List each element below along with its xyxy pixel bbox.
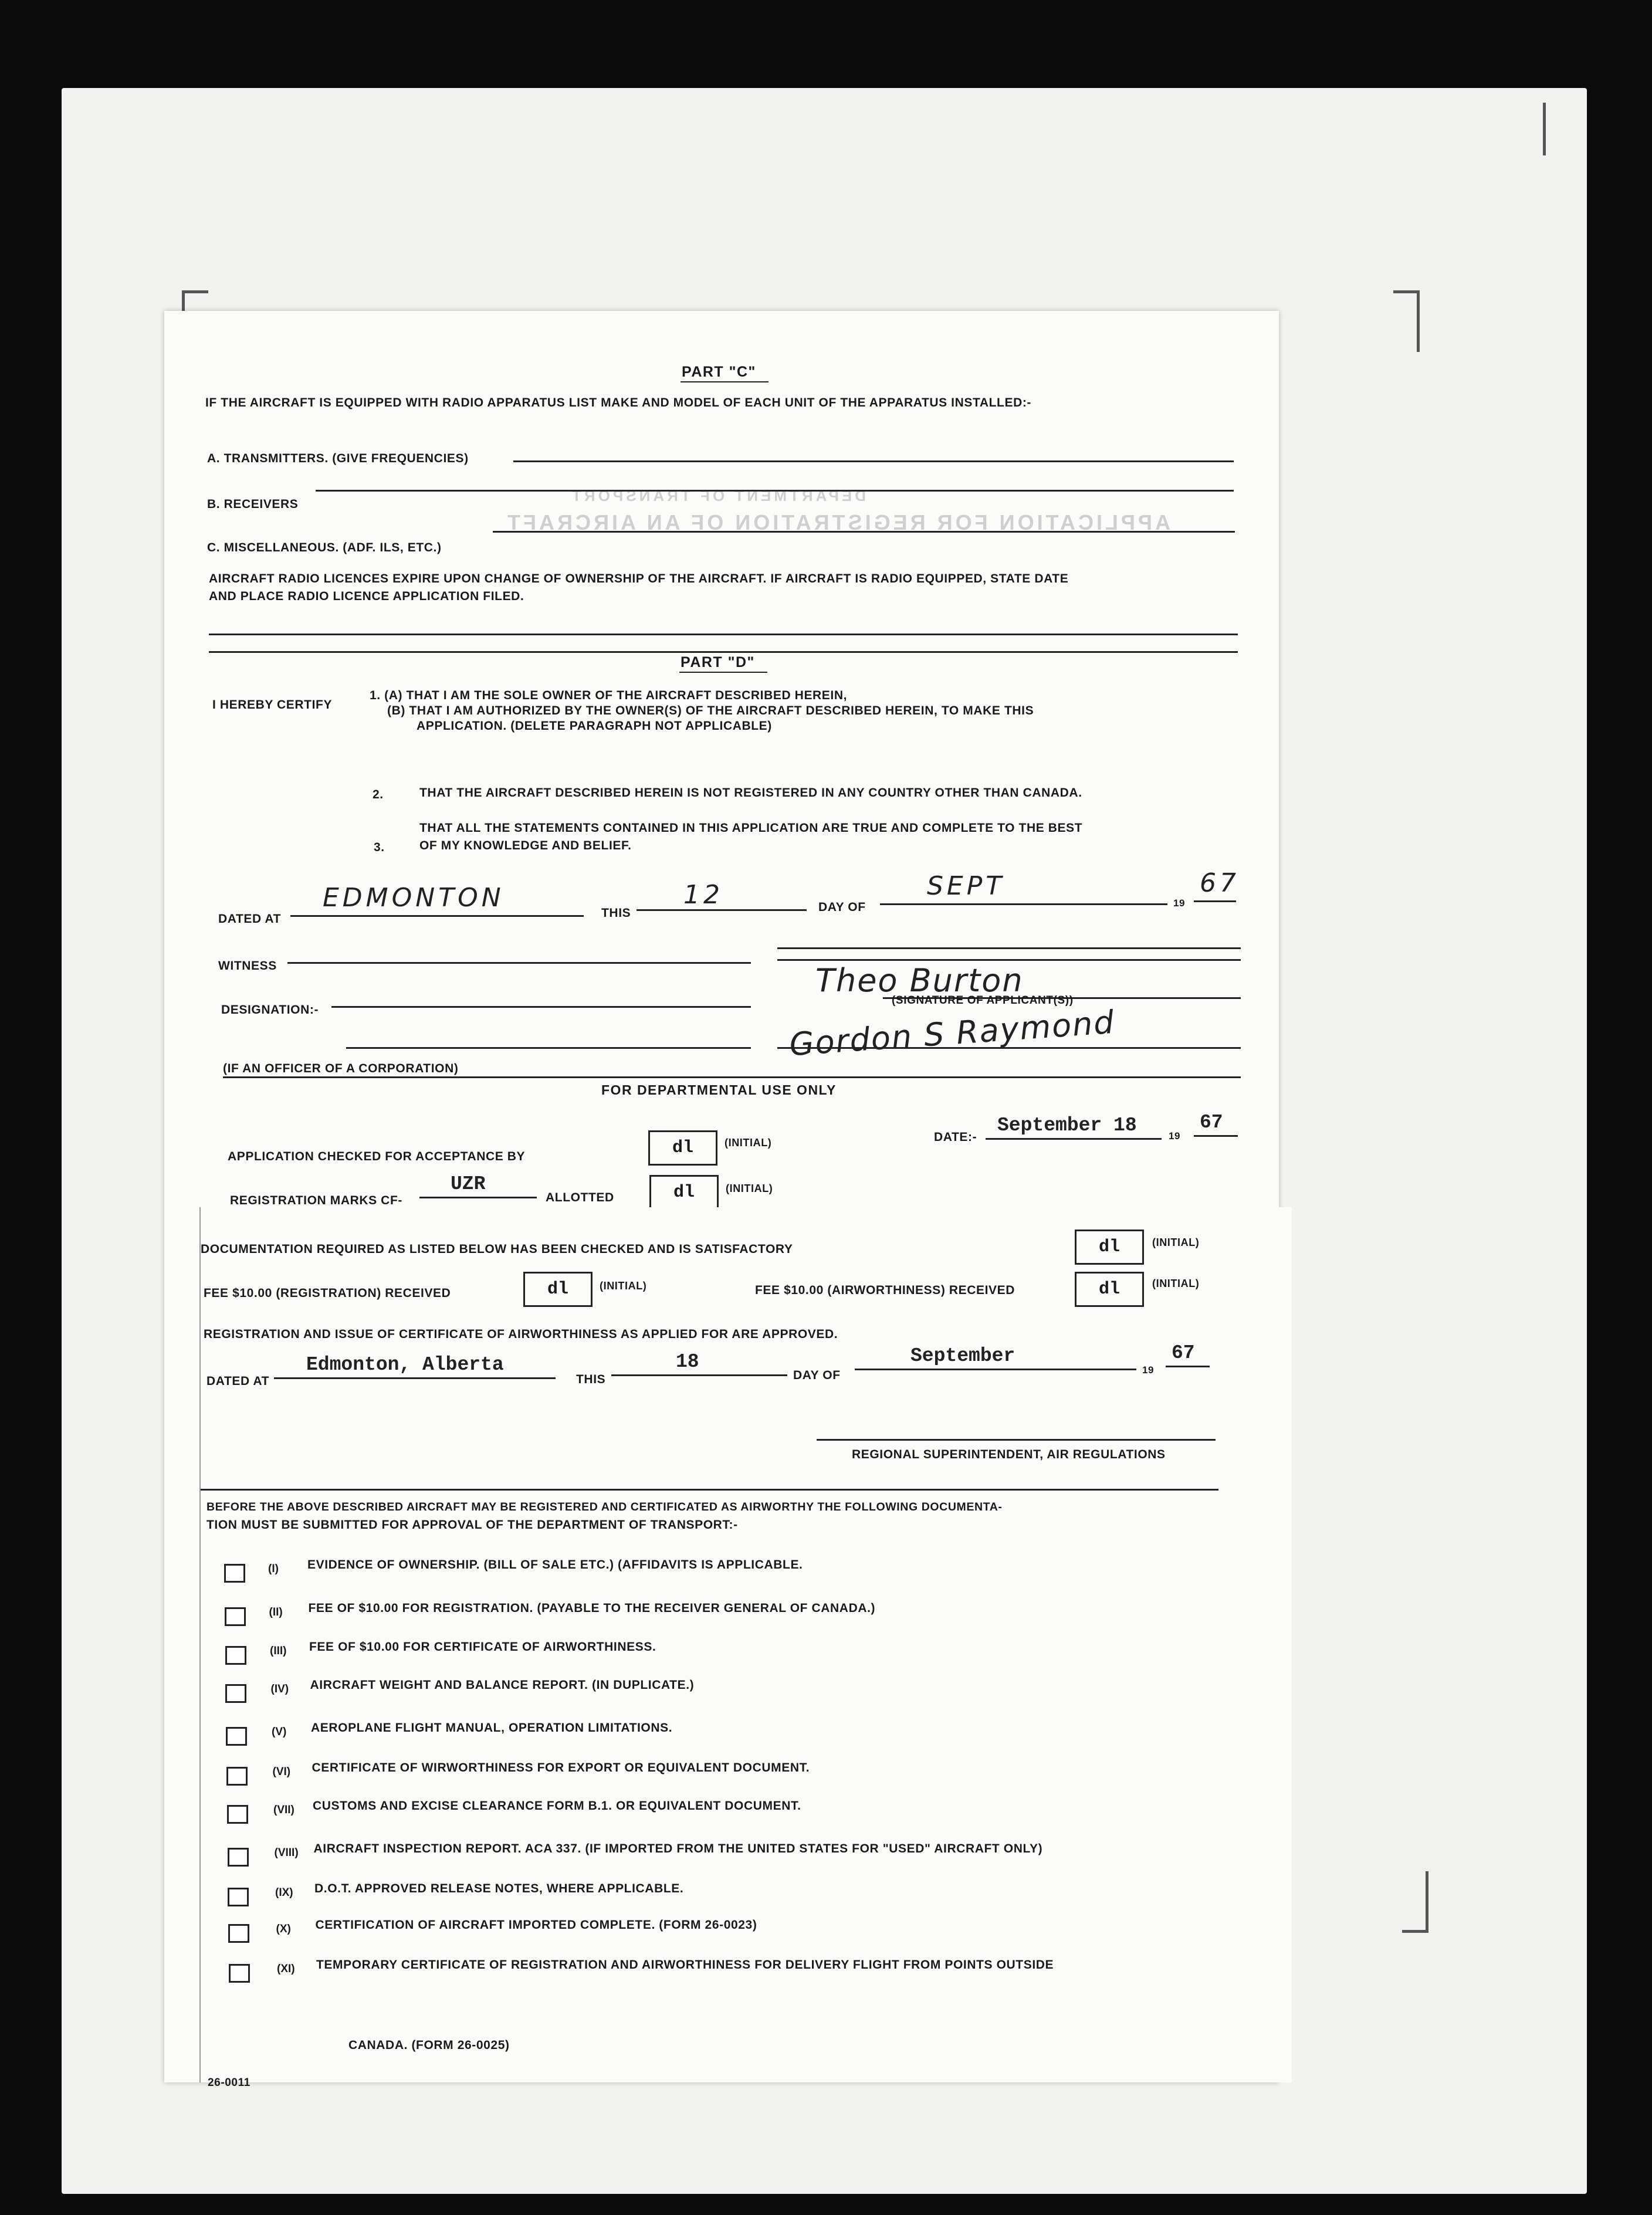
checked-label: APPLICATION CHECKED FOR ACCEPTANCE BY xyxy=(228,1150,526,1163)
dated-at-value: EDMONTON xyxy=(323,883,505,913)
checklist-checkbox[interactable] xyxy=(229,1964,250,1983)
misc-field[interactable] xyxy=(493,531,1235,533)
departmental-heading: FOR DEPARTMENTAL USE ONLY xyxy=(601,1082,837,1098)
reg-marks-value: UZR xyxy=(451,1173,486,1195)
fee-reg-initial-box[interactable]: dl xyxy=(523,1272,593,1307)
checklist-item-number: (VI) xyxy=(272,1766,291,1778)
checklist-item-number: (X) xyxy=(276,1923,291,1935)
checklist-item-text: AEROPLANE FLIGHT MANUAL, OPERATION LIMITATIONS. xyxy=(311,1721,673,1735)
signature-applicant-1: Theo Burton xyxy=(815,962,1024,999)
checklist-item-text: CUSTOMS AND EXCISE CLEARANCE FORM B.1. OR EQUIVALENT DOCUMENT. xyxy=(313,1799,801,1813)
day-field[interactable] xyxy=(637,909,807,911)
signature-line xyxy=(777,959,1241,961)
checklist-item-text: FEE OF $10.00 FOR REGISTRATION. (PAYABLE TO THE RECEIVER GENERAL OF CANADA.) xyxy=(308,1601,876,1615)
initial-label: (INITIAL) xyxy=(600,1280,647,1292)
witness-field[interactable] xyxy=(287,962,751,964)
allotted-label: ALLOTTED xyxy=(546,1191,614,1204)
checklist-checkbox[interactable] xyxy=(228,1924,249,1943)
corner-mark xyxy=(1393,290,1420,352)
superintendent-signature-field[interactable] xyxy=(817,1439,1216,1441)
reg-marks-label: REGISTRATION MARKS CF- xyxy=(230,1194,402,1207)
checklist-checkbox[interactable] xyxy=(225,1684,246,1703)
date-year-prefix: 19 xyxy=(1169,1130,1181,1142)
date-field[interactable] xyxy=(986,1138,1162,1140)
certify-item-3: THAT ALL THE STATEMENTS CONTAINED IN THIS APPLICATION ARE TRUE AND COMPLETE TO THE BEST xyxy=(419,821,1083,835)
corner-mark xyxy=(1519,103,1546,155)
checklist-item-text: EVIDENCE OF OWNERSHIP. (BILL OF SALE ETC.) (AFFIDAVITS IS APPLICABLE. xyxy=(307,1558,803,1572)
date-year: 67 xyxy=(1200,1112,1223,1133)
dated-at-label: DATED AT xyxy=(206,1374,270,1388)
line xyxy=(223,1076,1241,1078)
form-lower-section xyxy=(199,1207,1292,2089)
designation-label: DESIGNATION:- xyxy=(221,1003,319,1017)
year-value: 67 xyxy=(1172,1342,1195,1364)
misc-label: C. MISCELLANEOUS. (ADF. ILS, ETC.) xyxy=(207,541,442,554)
year-prefix: 19 xyxy=(1173,897,1186,909)
month-field[interactable] xyxy=(880,903,1167,905)
year-prefix: 19 xyxy=(1142,1364,1155,1376)
checklist-item-number: (VIII) xyxy=(274,1847,299,1859)
certify-item-3-cont: OF MY KNOWLEDGE AND BELIEF. xyxy=(419,839,632,852)
dated-at-field[interactable] xyxy=(290,915,584,917)
date-value: September 18 xyxy=(997,1115,1137,1136)
checklist-item-number: (II) xyxy=(269,1606,283,1618)
officer-note: (IF AN OFFICER OF A CORPORATION) xyxy=(223,1062,459,1075)
date-label: DATE:- xyxy=(934,1130,977,1144)
transmitters-label: A. TRANSMITTERS. (GIVE FREQUENCIES) xyxy=(207,452,469,465)
this-label: THIS xyxy=(576,1373,606,1386)
checklist-checkbox[interactable] xyxy=(224,1564,245,1583)
certify-item-1b-cont: APPLICATION. (DELETE PARAGRAPH NOT APPLICABLE) xyxy=(417,719,772,733)
month-value: SEPT xyxy=(927,871,1006,901)
fee-air-label: FEE $10.00 (AIRWORTHINESS) RECEIVED xyxy=(755,1283,1015,1297)
documentation-intro-cont: TION MUST BE SUBMITTED FOR APPROVAL OF THE DEPARTMENT OF TRANSPORT:- xyxy=(206,1518,738,1532)
licence-note: AIRCRAFT RADIO LICENCES EXPIRE UPON CHANGE OF OWNERSHIP OF THE AIRCRAFT. IF AIRCRAFT IS RADIO EQUIPPED, STATE DATE xyxy=(209,572,1069,585)
allotted-initial-box[interactable]: dl xyxy=(649,1175,719,1210)
licence-note: AND PLACE RADIO LICENCE APPLICATION FILED. xyxy=(209,590,524,603)
checklist-checkbox[interactable] xyxy=(226,1767,248,1786)
receivers-label: B. RECEIVERS xyxy=(207,497,299,511)
officer-field[interactable] xyxy=(346,1047,751,1049)
certify-item-1b: (B) THAT I AM AUTHORIZED BY THE OWNER(S) OF THE AIRCRAFT DESCRIBED HEREIN, TO MAKE THIS xyxy=(387,704,1034,717)
bleed-through-text: DEPARTMENT OF TRANSPORT xyxy=(569,487,866,504)
certify-item-2: THAT THE AIRCRAFT DESCRIBED HEREIN IS NOT REGISTERED IN ANY COUNTRY OTHER THAN CANADA. xyxy=(419,786,1082,800)
checklist-item-number: (VII) xyxy=(273,1804,294,1816)
documentation-label: DOCUMENTATION REQUIRED AS LISTED BELOW HAS BEEN CHECKED AND IS SATISFACTORY xyxy=(201,1242,793,1256)
date-year-field[interactable] xyxy=(1194,1135,1238,1137)
day-value: 12 xyxy=(683,880,723,910)
fee-reg-label: FEE $10.00 (REGISTRATION) RECEIVED xyxy=(204,1286,451,1300)
this-label: THIS xyxy=(601,906,631,920)
fee-air-initial-box[interactable]: dl xyxy=(1075,1272,1144,1307)
certify-label: I HEREBY CERTIFY xyxy=(212,698,333,712)
designation-field[interactable] xyxy=(331,1006,751,1008)
registration-form xyxy=(164,311,1279,2089)
item-11-continuation: CANADA. (FORM 26-0025) xyxy=(348,2038,510,2052)
dated-at-value: Edmonton, Alberta xyxy=(306,1354,504,1376)
form-number: 26-0011 xyxy=(208,2077,250,2089)
heading-underline xyxy=(679,672,767,673)
year-field[interactable] xyxy=(1166,1366,1210,1367)
part-d-heading: PART "D" xyxy=(681,654,755,670)
licence-field[interactable] xyxy=(209,634,1238,635)
dated-at-field[interactable] xyxy=(274,1377,556,1379)
initial-label: (INITIAL) xyxy=(725,1137,772,1149)
checklist-item-text: AIRCRAFT WEIGHT AND BALANCE REPORT. (IN DUPLICATE.) xyxy=(310,1678,695,1692)
checklist-item-number: (IX) xyxy=(275,1887,293,1899)
signature-caption: (SIGNATURE OF APPLICANT(S)) xyxy=(892,994,1074,1007)
month-field[interactable] xyxy=(855,1369,1136,1370)
checklist-item-text: AIRCRAFT INSPECTION REPORT. ACA 337. (IF IMPORTED FROM THE UNITED STATES FOR "USED" AIRCRAFT ONLY) xyxy=(313,1842,1043,1855)
signature-applicant-2: Gordon S Raymond xyxy=(788,1003,1116,1064)
corner-mark xyxy=(1402,1871,1428,1933)
checklist-item-number: (III) xyxy=(270,1645,287,1657)
year-field[interactable] xyxy=(1194,900,1236,902)
checklist-item-text: CERTIFICATION OF AIRCRAFT IMPORTED COMPLETE. (FORM 26-0023) xyxy=(315,1918,757,1932)
line xyxy=(777,1047,1241,1049)
day-of-label: DAY OF xyxy=(793,1369,841,1382)
day-field[interactable] xyxy=(611,1374,787,1376)
transmitters-field[interactable] xyxy=(513,460,1234,462)
day-of-label: DAY OF xyxy=(818,900,866,914)
certify-item-3-number: 3. xyxy=(374,841,385,854)
checklist-checkbox[interactable] xyxy=(225,1607,246,1626)
witness-label: WITNESS xyxy=(218,959,277,973)
checklist-item-text: FEE OF $10.00 FOR CERTIFICATE OF AIRWORTHINESS. xyxy=(309,1640,656,1654)
checklist-item-text: D.O.T. APPROVED RELEASE NOTES, WHERE APPLICABLE. xyxy=(314,1882,684,1895)
checklist-item-number: (IV) xyxy=(270,1683,289,1695)
approved-label: REGISTRATION AND ISSUE OF CERTIFICATE OF AIRWORTHINESS AS APPLIED FOR ARE APPROVED. xyxy=(204,1327,838,1341)
heading-underline xyxy=(681,381,769,382)
checklist-checkbox[interactable] xyxy=(228,1848,249,1867)
day-value: 18 xyxy=(676,1351,699,1373)
year-value: 67 xyxy=(1200,868,1240,898)
section-divider xyxy=(209,651,1238,653)
part-c-heading: PART "C" xyxy=(682,364,756,380)
reg-marks-field[interactable] xyxy=(419,1197,537,1198)
checklist-item-text: CERTIFICATE OF WIRWORTHINESS FOR EXPORT OR EQUIVALENT DOCUMENT. xyxy=(312,1761,810,1774)
section-divider xyxy=(201,1489,1218,1491)
checklist-checkbox[interactable] xyxy=(226,1727,247,1746)
checklist-item-number: (I) xyxy=(268,1563,279,1575)
month-value: September xyxy=(910,1345,1015,1367)
initial-label: (INITIAL) xyxy=(1152,1237,1200,1248)
initial-label: (INITIAL) xyxy=(1152,1278,1200,1289)
receivers-field[interactable] xyxy=(316,490,1234,492)
line xyxy=(777,947,1241,949)
certify-item-2-number: 2. xyxy=(373,788,384,801)
initial-label: (INITIAL) xyxy=(726,1183,773,1194)
checklist-item-number: (XI) xyxy=(277,1963,295,1975)
bleed-through-text: APPLICATION FOR REGISTRATION OF AN AIRCRAFT xyxy=(505,510,1170,534)
superintendent-label: REGIONAL SUPERINTENDENT, AIR REGULATIONS xyxy=(852,1448,1166,1461)
certify-item-1a: 1. (A) THAT I AM THE SOLE OWNER OF THE AIRCRAFT DESCRIBED HEREIN, xyxy=(370,689,848,702)
checklist-checkbox[interactable] xyxy=(227,1805,248,1824)
checked-initial-box[interactable]: dl xyxy=(648,1130,717,1166)
checklist-item-number: (V) xyxy=(272,1726,287,1738)
dated-at-label: DATED AT xyxy=(218,912,282,926)
part-c-intro: IF THE AIRCRAFT IS EQUIPPED WITH RADIO APPARATUS LIST MAKE AND MODEL OF EACH UNIT OF THE APPARATUS INSTALLED:- xyxy=(205,396,1032,409)
documentation-intro: BEFORE THE ABOVE DESCRIBED AIRCRAFT MAY BE REGISTERED AND CERTIFICATED AS AIRWORTHY THE FOLLOWING DOCUMENTA- xyxy=(206,1501,1003,1513)
checklist-item-text: TEMPORARY CERTIFICATE OF REGISTRATION AND AIRWORTHINESS FOR DELIVERY FLIGHT FROM POINTS OUTSIDE xyxy=(316,1958,1054,1972)
checklist-checkbox[interactable] xyxy=(225,1646,246,1665)
checklist-checkbox[interactable] xyxy=(228,1888,249,1906)
documentation-initial-box[interactable]: dl xyxy=(1075,1230,1144,1265)
